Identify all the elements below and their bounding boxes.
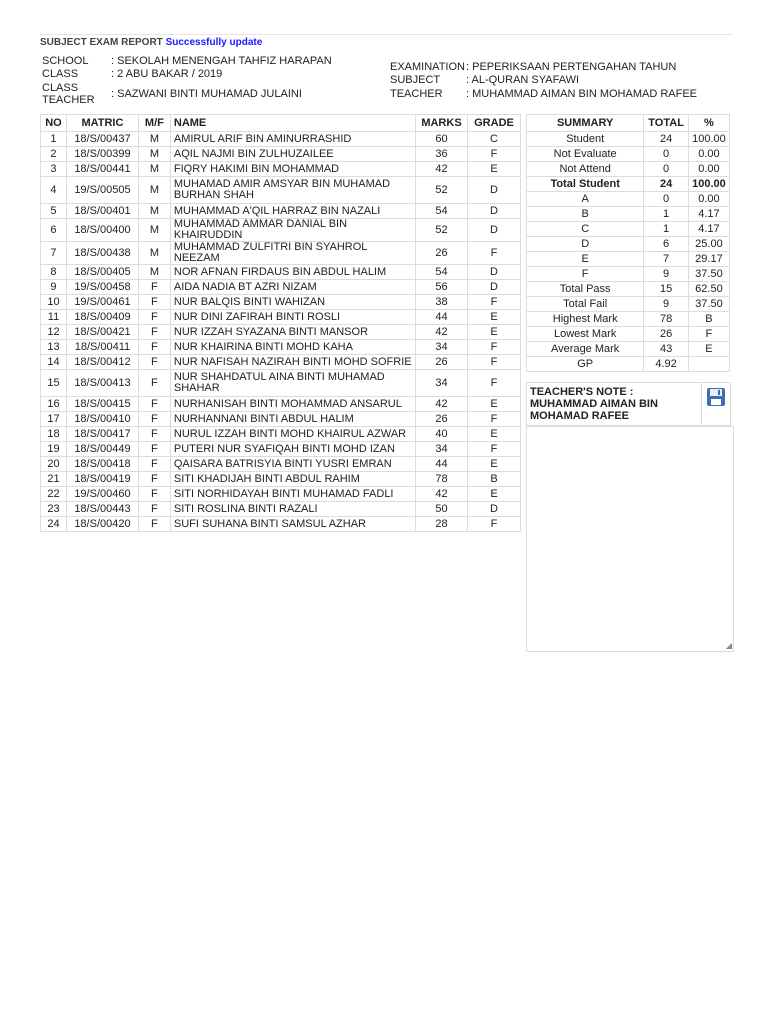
col-no: NO xyxy=(41,115,67,132)
summary-label: Not Evaluate xyxy=(527,147,644,162)
cell-marks: 54 xyxy=(416,204,468,219)
teacher-note-box xyxy=(526,382,702,426)
cell-name: SITI ROSLINA BINTI RAZALI xyxy=(170,502,415,517)
table-row xyxy=(41,370,521,397)
table-row xyxy=(41,442,521,457)
cell-matric: 19/S/00458 xyxy=(66,280,138,295)
cell-grade: E xyxy=(467,487,520,502)
summary-row xyxy=(527,342,730,357)
cell-mf: M xyxy=(138,204,170,219)
summary-total: 24 xyxy=(644,132,689,147)
exam-value: : PEPERIKSAAN PERTENGAHAN TAHUN xyxy=(466,61,677,73)
cell-matric: 18/S/00410 xyxy=(66,412,138,427)
cell-grade: E xyxy=(467,427,520,442)
cell-mf: F xyxy=(138,427,170,442)
summary-table-header xyxy=(527,115,730,132)
table-row xyxy=(41,265,521,280)
col-marks: MARKS xyxy=(416,115,468,132)
cell-name: FIQRY HAKIMI BIN MOHAMMAD xyxy=(170,162,415,177)
cell-mf: M xyxy=(138,242,170,265)
cell-grade: D xyxy=(467,204,520,219)
cell-no: 3 xyxy=(41,162,67,177)
cell-no: 6 xyxy=(41,219,67,242)
col-mf: M/F xyxy=(138,115,170,132)
cell-mf: M xyxy=(138,162,170,177)
cell-name: NUR KHAIRINA BINTI MOHD KAHA xyxy=(170,340,415,355)
cell-marks: 44 xyxy=(416,310,468,325)
cell-grade: E xyxy=(467,325,520,340)
cell-matric: 18/S/00411 xyxy=(66,340,138,355)
cell-marks: 50 xyxy=(416,502,468,517)
cell-matric: 18/S/00412 xyxy=(66,355,138,370)
top-divider xyxy=(40,34,733,35)
cell-matric: 18/S/00405 xyxy=(66,265,138,280)
cell-name: NUR SHAHDATUL AINA BINTI MUHAMAD SHAHAR xyxy=(170,370,415,397)
summary-label: Total Student xyxy=(527,177,644,192)
save-button[interactable] xyxy=(701,382,731,426)
summary-label: F xyxy=(527,267,644,282)
cell-name: NUR DINI ZAFIRAH BINTI ROSLI xyxy=(170,310,415,325)
summary-total: 1 xyxy=(644,222,689,237)
cell-marks: 60 xyxy=(416,132,468,147)
summary-total: 9 xyxy=(644,297,689,312)
summary-label: Average Mark xyxy=(527,342,644,357)
teacher-note-name: MUHAMMAD AIMAN BIN MOHAMAD RAFEE xyxy=(530,398,658,422)
cell-matric: 18/S/00399 xyxy=(66,147,138,162)
cell-matric: 18/S/00441 xyxy=(66,162,138,177)
summary-row xyxy=(527,222,730,237)
cell-mf: F xyxy=(138,442,170,457)
cell-marks: 40 xyxy=(416,427,468,442)
table-row xyxy=(41,487,521,502)
cell-no: 10 xyxy=(41,295,67,310)
summary-row xyxy=(527,357,730,372)
cell-matric: 19/S/00461 xyxy=(66,295,138,310)
cell-no: 15 xyxy=(41,370,67,397)
table-row xyxy=(41,162,521,177)
summary-percent: 0.00 xyxy=(688,162,729,177)
cell-name: SITI KHADIJAH BINTI ABDUL RAHIM xyxy=(170,472,415,487)
cell-no: 22 xyxy=(41,487,67,502)
cell-matric: 18/S/00419 xyxy=(66,472,138,487)
summary-label: Total Fail xyxy=(527,297,644,312)
summary-percent: 25.00 xyxy=(688,237,729,252)
cell-no: 19 xyxy=(41,442,67,457)
table-row xyxy=(41,177,521,204)
summary-row xyxy=(527,327,730,342)
cell-matric: 18/S/00449 xyxy=(66,442,138,457)
cell-grade: B xyxy=(467,472,520,487)
cell-marks: 56 xyxy=(416,280,468,295)
summary-total: 0 xyxy=(644,147,689,162)
table-row xyxy=(41,340,521,355)
cell-no: 14 xyxy=(41,355,67,370)
cell-no: 12 xyxy=(41,325,67,340)
summary-table xyxy=(526,114,730,372)
summary-total: 26 xyxy=(644,327,689,342)
cell-grade: C xyxy=(467,132,520,147)
cell-mf: M xyxy=(138,147,170,162)
cell-grade: D xyxy=(467,265,520,280)
col-summary: SUMMARY xyxy=(527,115,644,132)
cell-no: 16 xyxy=(41,397,67,412)
cell-mf: F xyxy=(138,310,170,325)
summary-total: 43 xyxy=(644,342,689,357)
col-grade: GRADE xyxy=(467,115,520,132)
cell-no: 5 xyxy=(41,204,67,219)
cell-marks: 38 xyxy=(416,295,468,310)
cell-no: 17 xyxy=(41,412,67,427)
summary-total: 78 xyxy=(644,312,689,327)
cell-matric: 18/S/00400 xyxy=(66,219,138,242)
summary-total: 0 xyxy=(644,162,689,177)
summary-label: Student xyxy=(527,132,644,147)
cell-marks: 78 xyxy=(416,472,468,487)
cell-no: 4 xyxy=(41,177,67,204)
cell-no: 11 xyxy=(41,310,67,325)
cell-grade: F xyxy=(467,242,520,265)
summary-total: 7 xyxy=(644,252,689,267)
cell-grade: F xyxy=(467,412,520,427)
cell-matric: 18/S/00443 xyxy=(66,502,138,517)
cell-marks: 34 xyxy=(416,340,468,355)
cell-no: 20 xyxy=(41,457,67,472)
summary-total: 24 xyxy=(644,177,689,192)
summary-percent: B xyxy=(688,312,729,327)
cell-no: 23 xyxy=(41,502,67,517)
cell-mf: F xyxy=(138,487,170,502)
cell-matric: 18/S/00418 xyxy=(66,457,138,472)
marks-table-header xyxy=(41,115,521,132)
cell-name: NURHANNANI BINTI ABDUL HALIM xyxy=(170,412,415,427)
class-label: CLASS xyxy=(42,68,79,80)
cell-name: AQIL NAJMI BIN ZULHUZAILEE xyxy=(170,147,415,162)
cell-marks: 26 xyxy=(416,242,468,265)
summary-percent: 0.00 xyxy=(688,192,729,207)
cell-matric: 18/S/00417 xyxy=(66,427,138,442)
summary-row xyxy=(527,192,730,207)
summary-label: B xyxy=(527,207,644,222)
summary-label: E xyxy=(527,252,644,267)
page-title xyxy=(40,37,262,48)
table-row xyxy=(41,147,521,162)
cell-mf: M xyxy=(138,219,170,242)
cell-marks: 42 xyxy=(416,162,468,177)
cell-marks: 42 xyxy=(416,325,468,340)
report-title: SUBJECT EXAM REPORT xyxy=(40,37,163,48)
cell-no: 24 xyxy=(41,517,67,532)
cell-marks: 52 xyxy=(416,177,468,204)
teacher-note-label xyxy=(530,386,698,422)
save-icon xyxy=(706,387,726,407)
summary-percent: 4.17 xyxy=(688,222,729,237)
teacher-note-title: TEACHER'S NOTE : xyxy=(530,386,634,398)
summary-percent: 37.50 xyxy=(688,267,729,282)
col-total: TOTAL xyxy=(644,115,689,132)
summary-row xyxy=(527,312,730,327)
cell-marks: 34 xyxy=(416,370,468,397)
summary-total: 0 xyxy=(644,192,689,207)
cell-grade: F xyxy=(467,442,520,457)
cell-mf: F xyxy=(138,502,170,517)
summary-total: 4.92 xyxy=(644,357,689,372)
school-label: SCHOOL xyxy=(42,55,89,67)
cell-no: 21 xyxy=(41,472,67,487)
subject-label: SUBJECT xyxy=(390,74,441,86)
cell-matric: 19/S/00505 xyxy=(66,177,138,204)
table-row xyxy=(41,242,521,265)
cell-grade: D xyxy=(467,280,520,295)
cell-grade: F xyxy=(467,147,520,162)
school-value: : SEKOLAH MENENGAH TAHFIZ HARAPAN xyxy=(111,55,332,67)
summary-label: Highest Mark xyxy=(527,312,644,327)
cell-matric: 18/S/00421 xyxy=(66,325,138,340)
resize-grip-icon[interactable]: ◢ xyxy=(725,641,732,650)
cell-mf: F xyxy=(138,457,170,472)
table-row xyxy=(41,355,521,370)
cell-grade: D xyxy=(467,502,520,517)
cell-marks: 26 xyxy=(416,355,468,370)
summary-row xyxy=(527,177,730,192)
cell-mf: F xyxy=(138,397,170,412)
cell-marks: 28 xyxy=(416,517,468,532)
cell-name: MUHAMMAD AMMAR DANIAL BIN KHAIRUDDIN xyxy=(170,219,415,242)
cell-name: SITI NORHIDAYAH BINTI MUHAMAD FADLI xyxy=(170,487,415,502)
class-teacher-label-1: CLASS xyxy=(42,82,79,94)
summary-row xyxy=(527,207,730,222)
summary-label: Total Pass xyxy=(527,282,644,297)
table-row xyxy=(41,310,521,325)
summary-label: C xyxy=(527,222,644,237)
cell-matric: 18/S/00420 xyxy=(66,517,138,532)
cell-mf: F xyxy=(138,355,170,370)
cell-marks: 44 xyxy=(416,457,468,472)
cell-grade: F xyxy=(467,295,520,310)
cell-name: NURUL IZZAH BINTI MOHD KHAIRUL AZWAR xyxy=(170,427,415,442)
summary-percent: 4.17 xyxy=(688,207,729,222)
cell-no: 9 xyxy=(41,280,67,295)
cell-matric: 18/S/00437 xyxy=(66,132,138,147)
cell-grade: D xyxy=(467,219,520,242)
cell-matric: 18/S/00438 xyxy=(66,242,138,265)
cell-mf: M xyxy=(138,132,170,147)
marks-table xyxy=(40,114,521,532)
summary-total: 15 xyxy=(644,282,689,297)
summary-row xyxy=(527,282,730,297)
cell-grade: F xyxy=(467,517,520,532)
info-left xyxy=(42,55,382,107)
summary-label: Not Attend xyxy=(527,162,644,177)
cell-no: 2 xyxy=(41,147,67,162)
cell-grade: E xyxy=(467,457,520,472)
summary-total: 1 xyxy=(644,207,689,222)
table-row xyxy=(41,502,521,517)
summary-row xyxy=(527,147,730,162)
cell-marks: 42 xyxy=(416,397,468,412)
table-row xyxy=(41,397,521,412)
summary-row xyxy=(527,237,730,252)
subject-value: : AL-QURAN SYAFAWI xyxy=(466,74,580,86)
cell-marks: 26 xyxy=(416,412,468,427)
summary-percent: 100.00 xyxy=(688,132,729,147)
summary-percent xyxy=(688,357,729,372)
table-row xyxy=(41,204,521,219)
table-row xyxy=(41,472,521,487)
cell-name: SUFI SUHANA BINTI SAMSUL AZHAR xyxy=(170,517,415,532)
summary-row xyxy=(527,252,730,267)
summary-row xyxy=(527,297,730,312)
summary-percent: 37.50 xyxy=(688,297,729,312)
cell-mf: F xyxy=(138,295,170,310)
table-row xyxy=(41,427,521,442)
cell-mf: F xyxy=(138,412,170,427)
teacher-value: : MUHAMMAD AIMAN BIN MOHAMAD RAFEE xyxy=(466,88,698,100)
cell-matric: 18/S/00401 xyxy=(66,204,138,219)
cell-name: MUHAMMAD ZULFITRI BIN SYAHROL NEEZAM xyxy=(170,242,415,265)
cell-name: MUHAMAD AMIR AMSYAR BIN MUHAMAD BURHAN SHAH xyxy=(170,177,415,204)
cell-no: 8 xyxy=(41,265,67,280)
table-row xyxy=(41,412,521,427)
cell-mf: F xyxy=(138,517,170,532)
cell-marks: 36 xyxy=(416,147,468,162)
summary-row xyxy=(527,267,730,282)
cell-matric: 18/S/00415 xyxy=(66,397,138,412)
cell-name: NUR IZZAH SYAZANA BINTI MANSOR xyxy=(170,325,415,340)
col-percent: % xyxy=(688,115,729,132)
summary-percent: 100.00 xyxy=(688,177,729,192)
cell-grade: E xyxy=(467,310,520,325)
summary-percent: F xyxy=(688,327,729,342)
cell-name: MUHAMMAD A'QIL HARRAZ BIN NAZALI xyxy=(170,204,415,219)
cell-mf: M xyxy=(138,265,170,280)
cell-marks: 34 xyxy=(416,442,468,457)
cell-mf: F xyxy=(138,280,170,295)
cell-name: AIDA NADIA BT AZRI NIZAM xyxy=(170,280,415,295)
summary-total: 9 xyxy=(644,267,689,282)
summary-percent: 0.00 xyxy=(688,147,729,162)
summary-label: D xyxy=(527,237,644,252)
cell-grade: E xyxy=(467,162,520,177)
cell-mf: F xyxy=(138,472,170,487)
cell-name: NURHANISAH BINTI MOHAMMAD ANSARUL xyxy=(170,397,415,412)
summary-row xyxy=(527,132,730,147)
cell-name: AMIRUL ARIF BIN AMINURRASHID xyxy=(170,132,415,147)
cell-grade: F xyxy=(467,355,520,370)
table-row xyxy=(41,295,521,310)
cell-marks: 42 xyxy=(416,487,468,502)
cell-grade: F xyxy=(467,340,520,355)
summary-percent: 62.50 xyxy=(688,282,729,297)
cell-name: NUR BALQIS BINTI WAHIZAN xyxy=(170,295,415,310)
summary-label: A xyxy=(527,192,644,207)
cell-mf: F xyxy=(138,325,170,340)
class-value: : 2 ABU BAKAR / 2019 xyxy=(111,68,223,80)
cell-no: 7 xyxy=(41,242,67,265)
col-name: NAME xyxy=(170,115,415,132)
cell-mf: F xyxy=(138,340,170,355)
cell-grade: F xyxy=(467,370,520,397)
cell-no: 18 xyxy=(41,427,67,442)
summary-total: 6 xyxy=(644,237,689,252)
info-right xyxy=(390,61,730,103)
cell-grade: D xyxy=(467,177,520,204)
teacher-label: TEACHER xyxy=(390,88,443,100)
col-matric: MATRIC xyxy=(66,115,138,132)
status-message: Successfully update xyxy=(165,37,263,48)
summary-percent: 29.17 xyxy=(688,252,729,267)
cell-no: 1 xyxy=(41,132,67,147)
table-row xyxy=(41,132,521,147)
class-teacher-value: : SAZWANI BINTI MUHAMAD JULAINI xyxy=(111,88,302,100)
table-row xyxy=(41,280,521,295)
table-row xyxy=(41,517,521,532)
summary-label: GP xyxy=(527,357,644,372)
cell-no: 13 xyxy=(41,340,67,355)
cell-marks: 52 xyxy=(416,219,468,242)
cell-name: NOR AFNAN FIRDAUS BIN ABDUL HALIM xyxy=(170,265,415,280)
summary-row xyxy=(527,162,730,177)
exam-label: EXAMINATION xyxy=(390,61,465,73)
teacher-note-textarea[interactable] xyxy=(526,426,734,652)
cell-name: QAISARA BATRISYIA BINTI YUSRI EMRAN xyxy=(170,457,415,472)
cell-matric: 18/S/00413 xyxy=(66,370,138,397)
class-teacher-label-2: TEACHER xyxy=(42,94,95,106)
cell-name: PUTERI NUR SYAFIQAH BINTI MOHD IZAN xyxy=(170,442,415,457)
cell-marks: 54 xyxy=(416,265,468,280)
cell-grade: E xyxy=(467,397,520,412)
cell-mf: M xyxy=(138,177,170,204)
cell-matric: 19/S/00460 xyxy=(66,487,138,502)
cell-name: NUR NAFISAH NAZIRAH BINTI MOHD SOFRIE xyxy=(170,355,415,370)
cell-mf: F xyxy=(138,370,170,397)
table-row xyxy=(41,219,521,242)
table-row xyxy=(41,325,521,340)
summary-percent: E xyxy=(688,342,729,357)
summary-label: Lowest Mark xyxy=(527,327,644,342)
table-row xyxy=(41,457,521,472)
cell-matric: 18/S/00409 xyxy=(66,310,138,325)
